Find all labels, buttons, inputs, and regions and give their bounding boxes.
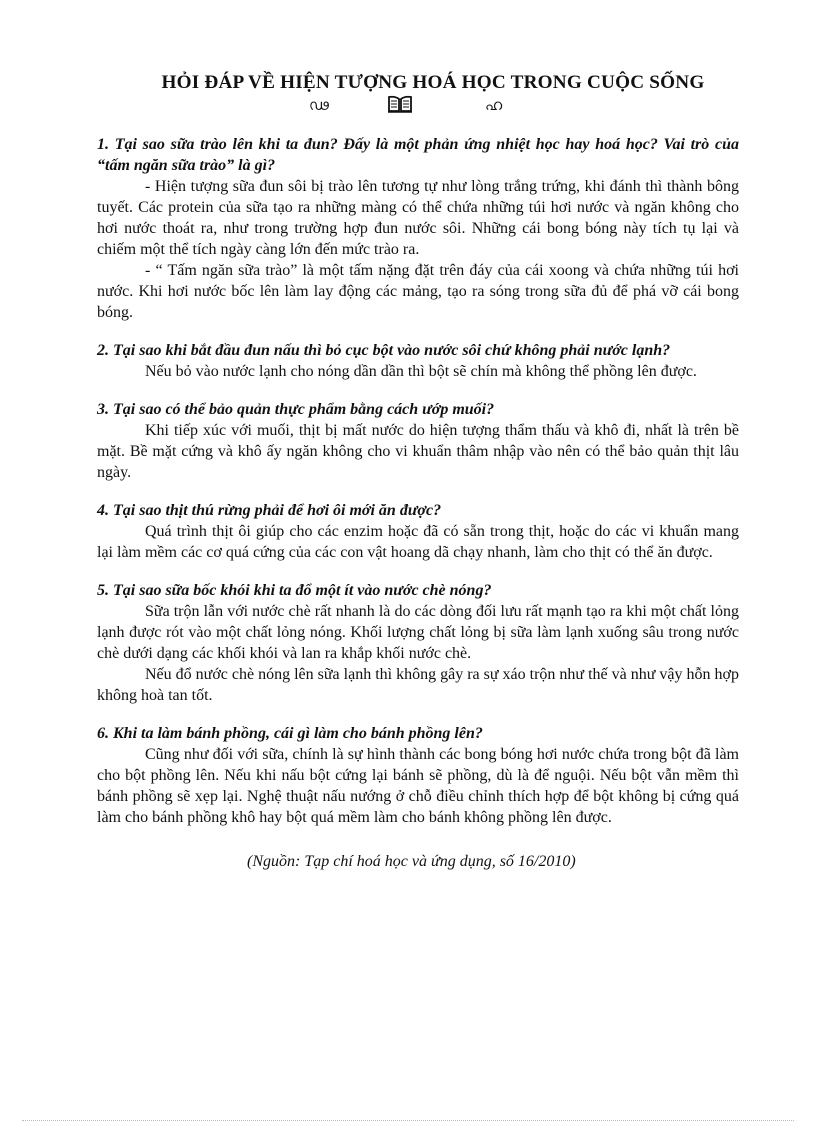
qa-section-5: [97, 580, 739, 706]
question-1: 1. Tại sao sữa trào lên khi ta đun? Đấy là một phản ứng nhiệt học hay hoá học? Vai trò của “tấm ngăn sữa trào” là gì?: [97, 136, 739, 174]
source-citation: (Nguồn: Tạp chí hoá học và ứng dụng, số 16/2010): [247, 853, 576, 870]
question-6: 6. Khi ta làm bánh phồng, cái gì làm cho bánh phồng lên?: [97, 725, 483, 742]
document-page: [97, 72, 739, 871]
answer-4-paragraph-1: Quá trình thịt ôi giúp cho các enzim hoặc đã có sẵn trong thịt, hoặc do các vi khuẩn mang lại làm mềm các cơ quá cứng của các con vật hoang dã chạy nhanh, làm cho thịt có thể ăn được.: [97, 523, 739, 561]
question-3: 3. Tại sao có thể bảo quản thực phẩm bằng cách ướp muối?: [97, 401, 495, 418]
answer-1-paragraph-2: - “ Tấm ngăn sữa trào” là một tấm nặng đặt trên đáy của cái xoong và chứa những túi hơi nước. Khi hơi nước bốc lên làm lay động các mảng, tạo ra sóng trong sữa đủ để phá vỡ cái bong bóng.: [97, 262, 739, 321]
answer-2-paragraph-1: Nếu bỏ vào nước lạnh cho nóng dần dần thì bột sẽ chín mà không thể phồng lên được.: [145, 363, 697, 380]
page-title: HỎI ĐÁP VỀ HIỆN TƯỢNG HOÁ HỌC TRONG CUỘC SỐNG: [161, 72, 705, 93]
answer-3-paragraph-1: Khi tiếp xúc với muối, thịt bị mất nước do hiện tượng thẩm thấu và khô đi, nhất là trên bề mặt. Bề mặt cứng và khô ấy ngăn không cho vi khuẩn thâm nhập vào nên có thể bảo quản thịt lâu ngày.: [97, 422, 739, 481]
question-2: 2. Tại sao khi bắt đầu đun nấu thì bỏ cục bột vào nước sôi chứ không phải nước lạnh?: [97, 342, 671, 359]
qa-section-3: [97, 399, 739, 483]
qa-section-1: [97, 134, 739, 323]
answer-5-paragraph-1: Sữa trộn lẫn với nước chè rất nhanh là do các dòng đối lưu rất mạnh tạo ra khi một chất lỏng lạnh được rót vào một chất lỏng nóng. Khối lượng chất lỏng bị sữa làm lạnh xuống sâu trong nước chè dưới dạng các khối khói và lan ra khắp khối nước chè.: [97, 603, 739, 662]
ornament-left-icon: ഢ: [309, 96, 329, 114]
qa-content: [97, 134, 739, 828]
qa-section-6: [97, 723, 739, 828]
answer-5-paragraph-2: Nếu đổ nước chè nóng lên sữa lạnh thì không gây ra sự xáo trộn như thế và như vậy hỗn hợp không hoà tan tốt.: [97, 666, 739, 704]
title-ornaments: [97, 96, 739, 120]
ornament-right-icon: ഹ: [485, 96, 503, 114]
answer-6-paragraph-1: Cũng như đối với sữa, chính là sự hình thành các bong bóng hơi nước chứa trong bột đã làm cho bột phồng lên. Nếu khi nấu bột cứng lại bánh sẽ phồng, dù là để nguội. Nếu bột vẫn mềm thì bánh phồng sẽ xẹp lại. Nghệ thuật nấu nướng ở chỗ điều chỉnh thích hợp để bột không bị cứng quá làm cho bánh phồng khô hay bột quá mềm làm cho bánh không phồng lên được.: [97, 746, 739, 826]
book-icon: [387, 94, 413, 114]
answer-1-paragraph-1: - Hiện tượng sữa đun sôi bị trào lên tương tự như lòng trắng trứng, khi đánh thì thành bông tuyết. Các protein của sữa tạo ra những màng có thể chứa những túi hơi nước và ngăn không cho hơi nước thoát ra, như trong trường hợp đun nước sôi. Những cái bong bóng này tích tụ lại và chiếm một thể tích ngày càng lớn đến mức trào ra.: [97, 178, 739, 258]
page-bottom-divider: [22, 1120, 794, 1121]
question-4: 4. Tại sao thịt thú rừng phải để hơi ôi mới ăn được?: [97, 502, 442, 519]
question-5: 5. Tại sao sữa bốc khói khi ta đổ một ít vào nước chè nóng?: [97, 582, 492, 599]
qa-section-2: [97, 340, 739, 382]
qa-section-4: [97, 500, 739, 563]
